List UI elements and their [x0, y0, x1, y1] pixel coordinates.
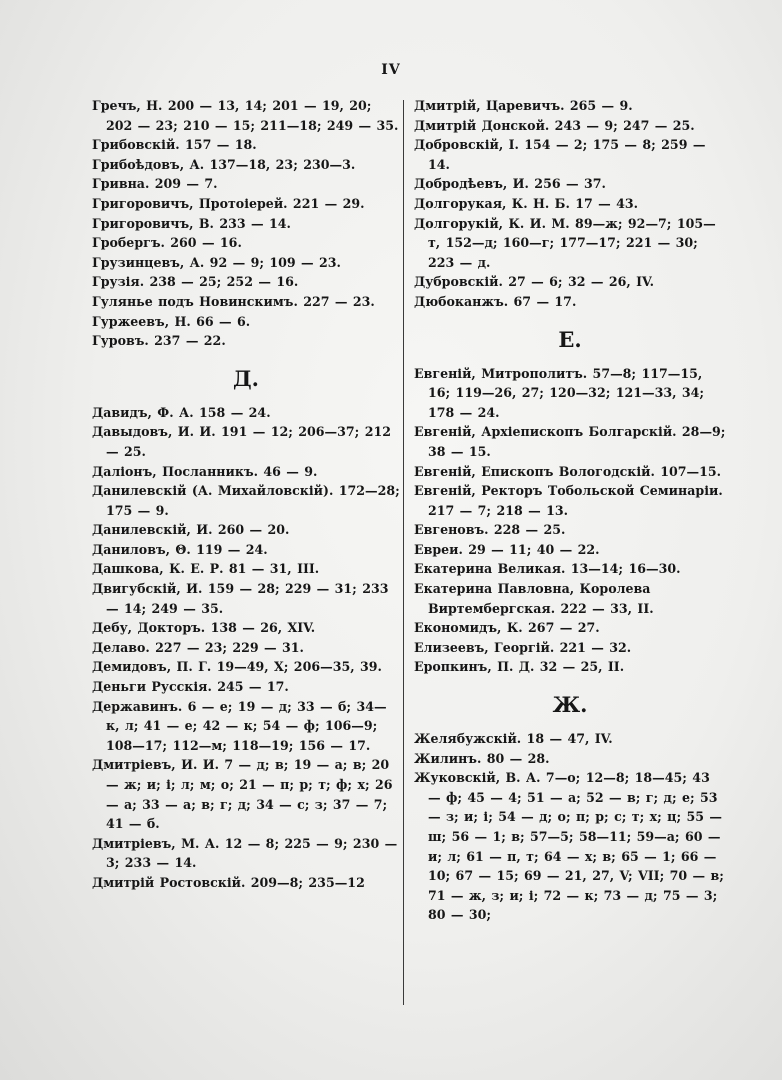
- index-entry: Желябужскій. 18 — 47, IV.: [414, 731, 613, 747]
- index-entry: Грузія. 238 — 25; 252 — 16.: [92, 274, 299, 290]
- index-entry: Гривна. 209 — 7.: [92, 176, 218, 192]
- section-heading-e: Е.: [558, 326, 582, 352]
- index-entry: Жилинъ. 80 — 28.: [414, 750, 550, 766]
- index-entry: Данилевскій (А. Михайловскій). 172—28; 175 — 9.: [92, 483, 400, 518]
- index-entry: Данилевскій, И. 260 — 20.: [92, 522, 290, 538]
- index-entry: Гуровъ. 237 — 22.: [92, 333, 226, 349]
- index-entry: Евгеній, Епископъ Вологодскій. 107—15.: [414, 463, 722, 479]
- index-entry: Грибовскій. 157 — 18.: [92, 137, 257, 153]
- index-entry: Елизеевъ, Георгій. 221 — 32.: [414, 639, 632, 655]
- section-heading-d: Д.: [233, 365, 259, 391]
- index-entry: Екатерина Павловна, Королева Виртембергская. 222 — 33, II.: [414, 581, 654, 616]
- index-entry: Дмитріевъ, И. И. 7 — д; в; 19 — а; в; 20 — ж; и; і; л; м; о; 21 — п; р; т; ф; х; 26 — а; 33 — а; в; г; д; 34 — с; з; 37 — 7; 41 — б.: [92, 757, 393, 832]
- index-entry: Жуковскій, В. А. 7—о; 12—8; 18—45; 43 — ф; 45 — 4; 51 — а; 52 — в; г; д; е; 53 — з; и; і; 54 — д; о; п; р; с; т; х; ц; 55 — ш; 56 — 1; в; 57—5; 58—11; 59—а; 60 — и; л; 61 — п, т; 64 — х; в; 65 — 1; 66 — 10; 67 — 15; 69 — 21, 27, V; VII; 70 — в; 71 — ж, з; и; і; 72 — к; 73 — д; 75 — 3; 80 — 30;: [414, 770, 724, 923]
- index-entry: Добровскій, І. 154 — 2; 175 — 8; 259 — 14.: [414, 137, 706, 172]
- section-heading-zh: Ж.: [552, 692, 588, 718]
- index-entry: Економидъ, К. 267 — 27.: [414, 620, 600, 636]
- index-entry: Демидовъ, П. Г. 19—49, X; 206—35, 39.: [92, 659, 382, 675]
- index-entry: Долгорукая, К. Н. Б. 17 — 43.: [414, 195, 639, 211]
- index-entry: Дмитріевъ, М. А. 12 — 8; 225 — 9; 230 — 3; 233 — 14.: [92, 835, 398, 871]
- index-entry: Гулянье подъ Новинскимъ. 227 — 23.: [92, 293, 375, 309]
- index-entry: Двигубскій, И. 159 — 28; 229 — 31; 233 — 14; 249 — 35.: [92, 581, 389, 616]
- index-entry: Евгеній, Митрополитъ. 57—8; 117—15, 16; 119—26, 27; 120—32; 121—33, 34; 178 — 24.: [414, 365, 705, 420]
- index-entry: Гречъ, Н. 200 — 13, 14; 201 — 19, 20; 202 — 23; 210 — 15; 211—18; 249 — 35.: [92, 98, 399, 133]
- index-entry: Евгеновъ. 228 — 25.: [414, 522, 566, 538]
- entries-g: [92, 96, 400, 351]
- index-entry: Евгеній, Архіепископъ Болгарскій. 28—9; 38 — 15.: [414, 424, 726, 459]
- index-entry: Делаво. 227 — 23; 229 — 31.: [92, 639, 304, 655]
- index-entry: Грибоѣдовъ, А. 137—18, 23; 230—3.: [92, 156, 356, 172]
- left-column: [92, 96, 400, 893]
- index-entry: Деньги Русскія. 245 — 17.: [92, 679, 289, 695]
- index-entry: Евгеній, Ректоръ Тобольской Семинаріи. 217 — 7; 218 — 13.: [414, 483, 723, 518]
- index-entry: Грузинцевъ, А. 92 — 9; 109 — 23.: [92, 254, 341, 270]
- index-entry: Дмитрій, Царевичъ. 265 — 9.: [414, 98, 633, 113]
- index-entry: Евреи. 29 — 11; 40 — 22.: [414, 541, 600, 557]
- index-entry: Давидъ, Ф. А. 158 — 24.: [92, 404, 271, 420]
- index-entry: Григоровичъ, Протоіерей. 221 — 29.: [92, 195, 365, 211]
- index-entry: Гуржеевъ, Н. 66 — 6.: [92, 313, 251, 329]
- entries-d-continued: [414, 96, 726, 312]
- right-column: [414, 96, 726, 925]
- index-entry: Екатерина Великая. 13—14; 16—30.: [414, 561, 681, 577]
- entries-d: [92, 403, 400, 893]
- index-entry: Даліонъ, Посланникъ. 46 — 9.: [92, 463, 318, 479]
- index-entry: Дашкова, К. Е. Р. 81 — 31, III.: [92, 561, 320, 577]
- column-divider: [403, 100, 404, 1005]
- index-entry: Дмитрій Донской. 243 — 9; 247 — 25.: [414, 117, 695, 133]
- index-entry: Добродѣевъ, И. 256 — 37.: [414, 176, 606, 192]
- index-entry: Даниловъ, Θ. 119 — 24.: [92, 541, 268, 557]
- index-entry: Давыдовъ, И. И. 191 — 12; 206—37; 212 — 25.: [92, 424, 391, 459]
- entries-e: [414, 364, 726, 678]
- index-entry: Дюбоканжъ. 67 — 17.: [414, 293, 577, 309]
- index-entry: Гробергъ. 260 — 16.: [92, 235, 242, 251]
- index-entry: Дмитрій Ростовскій. 209—8; 235—12: [92, 874, 365, 890]
- index-entry: Долгорукій, К. И. М. 89—ж; 92—7; 105—т, 152—д; 160—г; 177—17; 221 — 30; 223 — д.: [414, 215, 716, 270]
- index-entry: Дебу, Докторъ. 138 — 26, XIV.: [92, 620, 316, 636]
- index-entry: Григоровичъ, В. 233 — 14.: [92, 215, 291, 231]
- entries-zh: [414, 729, 726, 925]
- page-number: IV: [381, 62, 401, 78]
- index-entry: Еропкинъ, П. Д. 32 — 25, II.: [414, 659, 625, 675]
- index-entry: Дубровскій. 27 — 6; 32 — 26, IV.: [414, 274, 654, 290]
- index-entry: Державинъ. 6 — е; 19 — д; 33 — б; 34—к, л; 41 — е; 42 — к; 54 — ф; 106—9; 108—17; 112—м; 118—19; 156 — 17.: [92, 698, 387, 753]
